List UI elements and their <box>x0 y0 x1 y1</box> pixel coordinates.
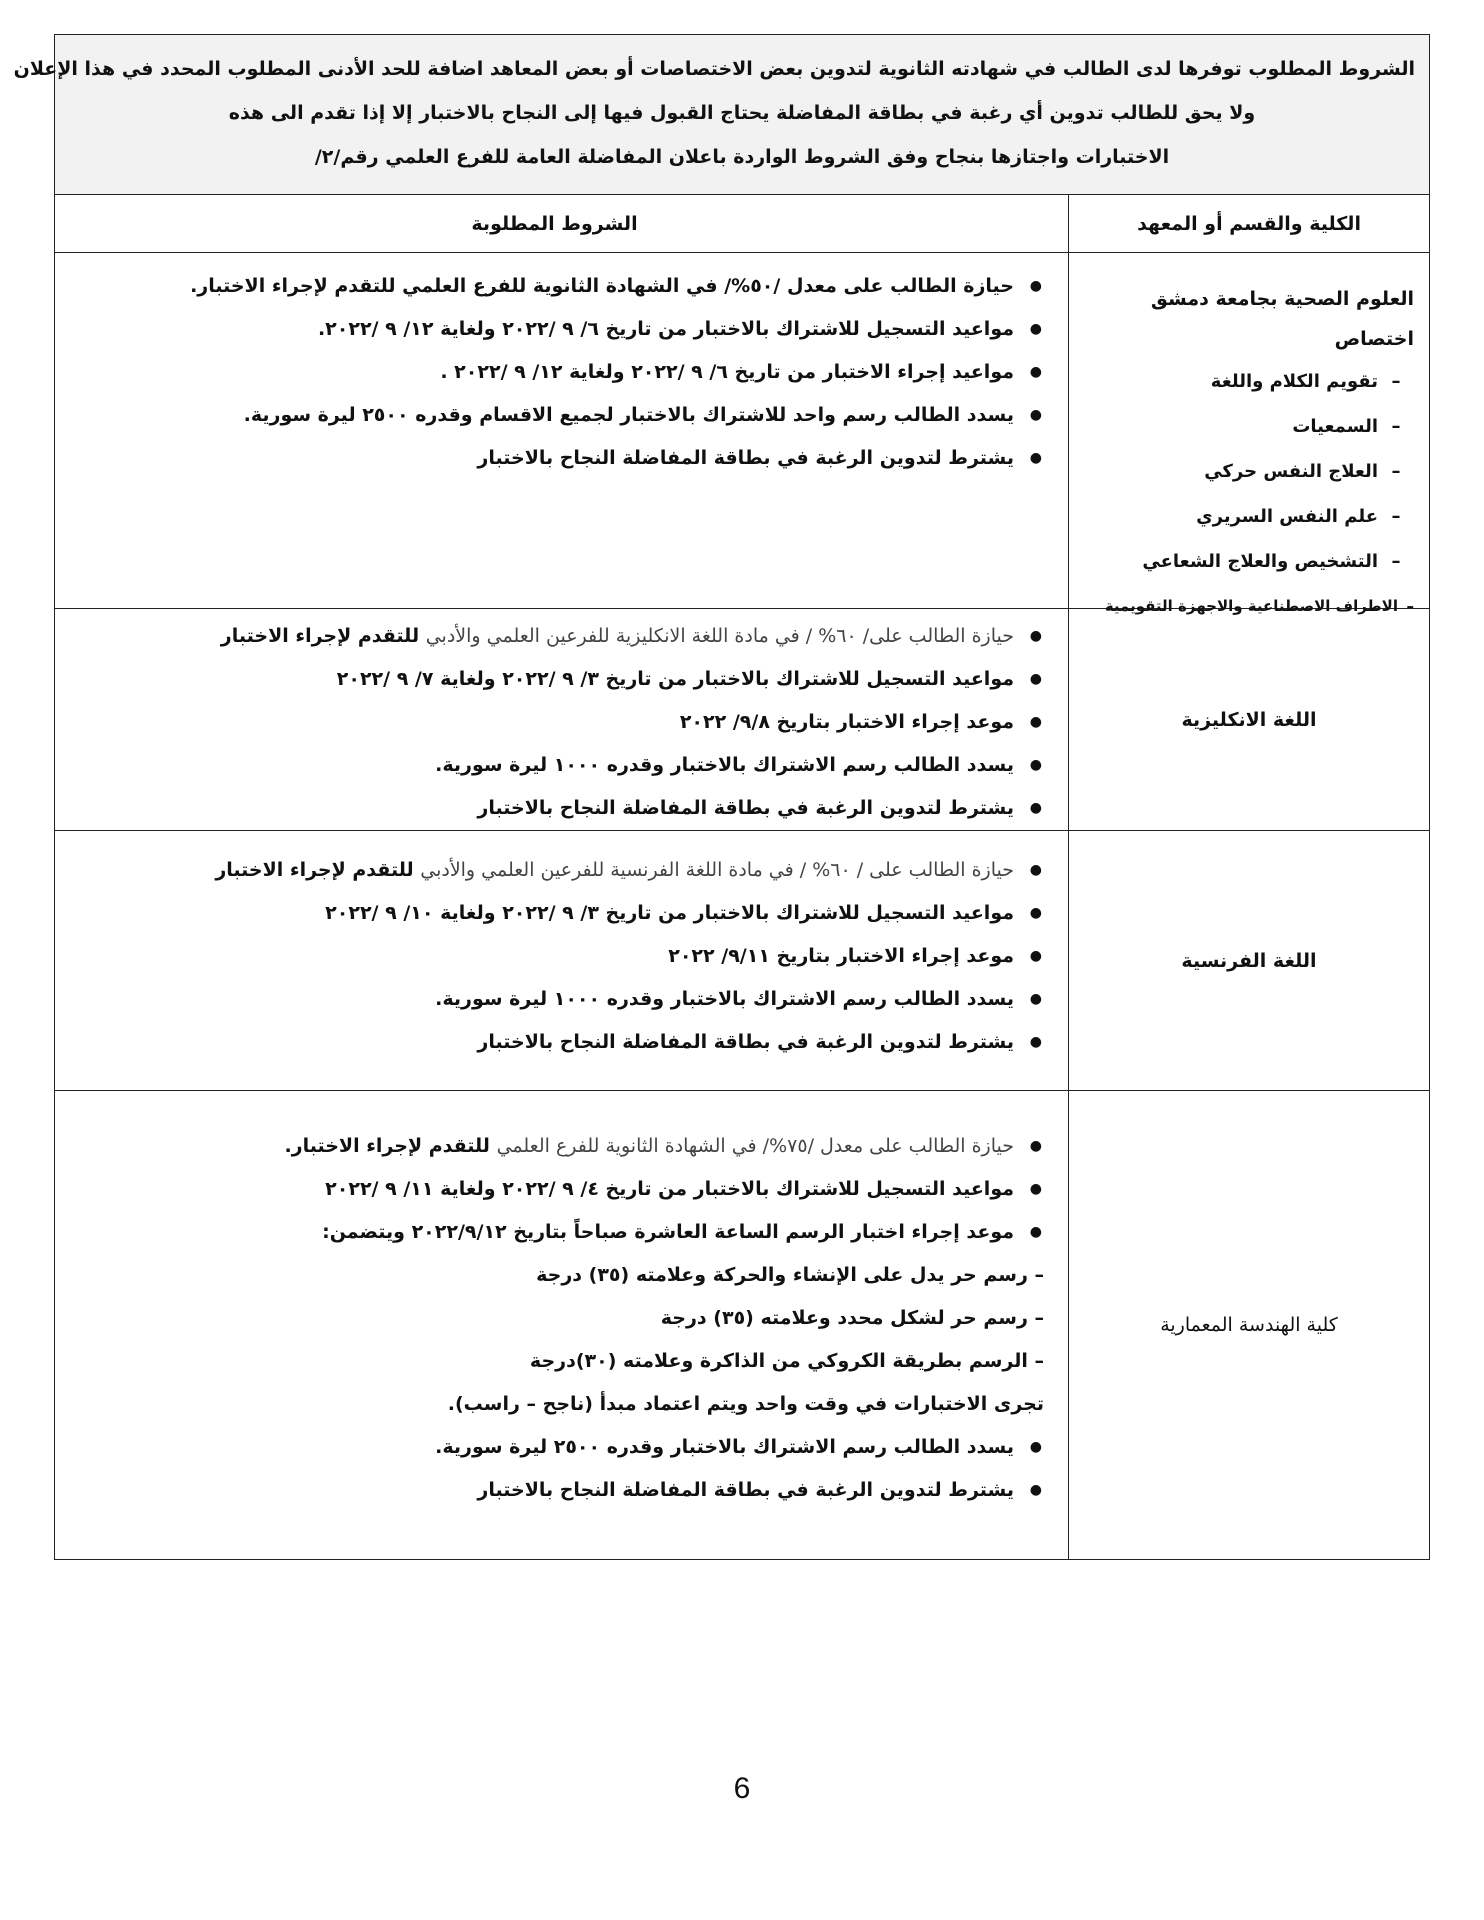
table-row <box>55 1091 1429 1559</box>
faculty-name: كلية الهندسة المعمارية <box>1160 1314 1338 1336</box>
condition-item: ● حيازة الطالب على معدل /٧٥%/ في الشهادة الثانوية للفرع العلمي للتقدم لإجراء الاختبار. <box>65 1125 1044 1168</box>
header-line-3: الاختبارات واجتازها بنجاح وفق الشروط الواردة باعلان المفاضلة العامة للفرع العلمي رقم/٢/ <box>314 146 1170 168</box>
conditions-list <box>65 849 1044 1064</box>
specialty-item: –تقويم الكلام واللغة <box>1210 371 1401 392</box>
condition-item: ● مواعيد التسجيل للاشتراك بالاختبار من تاريخ ٣/ ٩ /٢٠٢٢ ولغاية ٧/ ٩ /٢٠٢٢ <box>65 658 1044 701</box>
specialty-item: –السمعيات <box>1292 416 1401 437</box>
specialty-item: –العلاج النفس حركي <box>1204 461 1401 482</box>
conditions-list <box>65 1125 1044 1512</box>
faculty-name: اللغة الفرنسية <box>1181 949 1317 972</box>
exam-part-item: – رسم حر يدل على الإنشاء والحركة وعلامته (٣٥) درجة <box>536 1264 1044 1286</box>
conditions-cell <box>55 609 1068 830</box>
table-row <box>55 831 1429 1091</box>
condition-item: ● موعد إجراء الاختبار بتاريخ ٩/١١/ ٢٠٢٢ <box>65 935 1044 978</box>
faculty-column-header: الكلية والقسم أو المعهد <box>1068 195 1429 252</box>
condition-item: ● موعد إجراء اختبار الرسم الساعة العاشرة صباحاً بتاريخ ٢٠٢٢/٩/١٢ ويتضمن: <box>65 1211 1044 1254</box>
page-number: 6 <box>733 1772 751 1805</box>
specialty-item: –الاطراف الاصطناعية والاجهزة التقويمية <box>1104 597 1414 615</box>
exam-part-item: – الرسم بطريقة الكروكي من الذاكرة وعلامته (٣٠)درجة <box>529 1350 1044 1372</box>
header-line-2: ولا يحق للطالب تدوين أي رغبة في بطاقة المفاضلة يحتاج القبول فيها إلى النجاح بالاختبار إلا إذا تقدم الى هذه <box>228 102 1256 124</box>
condition-item: ● يسدد الطالب رسم الاشتراك بالاختبار وقدره ٢٥٠٠ ليرة سورية. <box>65 1426 1044 1469</box>
exam-note: تجرى الاختبارات في وقت واحد ويتم اعتماد مبدأ (ناجح – راسب). <box>447 1393 1044 1415</box>
requirements-table <box>13 34 1430 1560</box>
condition-item: ● مواعيد التسجيل للاشتراك بالاختبار من تاريخ ٦/ ٩ /٢٠٢٢ ولغاية ١٢/ ٩ /٢٠٢٢. <box>65 308 1044 351</box>
condition-item: ● حيازة الطالب على / ٦٠% / في مادة اللغة الفرنسية للفرعين العلمي والأدبي للتقدم لإجراء الاختبار <box>65 849 1044 892</box>
specialty-list <box>1084 359 1414 629</box>
faculty-title: العلوم الصحية بجامعة دمشق اختصاص <box>1150 288 1414 350</box>
condition-item: ● يسدد الطالب رسم الاشتراك بالاختبار وقدره ١٠٠٠ ليرة سورية. <box>65 978 1044 1021</box>
condition-item: ● مواعيد التسجيل للاشتراك بالاختبار من تاريخ ٤/ ٩ /٢٠٢٢ ولغاية ١١/ ٩ /٢٠٢٢ <box>65 1168 1044 1211</box>
table-row <box>55 609 1429 831</box>
condition-item: ● مواعيد إجراء الاختبار من تاريخ ٦/ ٩ /٢٠٢٢ ولغاية ١٢/ ٩ /٢٠٢٢ . <box>65 351 1044 394</box>
faculty-name: اللغة الانكليزية <box>1181 708 1317 731</box>
conditions-column-header: الشروط المطلوبة <box>471 212 638 235</box>
faculty-cell <box>1068 609 1429 830</box>
condition-item: ● يشترط لتدوين الرغبة في بطاقة المفاضلة النجاح بالاختبار <box>65 787 1044 830</box>
specialty-item: –علم النفس السريري <box>1196 506 1401 527</box>
column-headers-row <box>55 195 1429 253</box>
exam-part-item: – رسم حر لشكل محدد وعلامته (٣٥) درجة <box>660 1307 1044 1329</box>
faculty-cell <box>1068 1091 1429 1559</box>
conditions-list <box>65 265 1044 480</box>
condition-item: ● موعد إجراء الاختبار بتاريخ ٩/٨/ ٢٠٢٢ <box>65 701 1044 744</box>
condition-item: ● يسدد الطالب رسم الاشتراك بالاختبار وقدره ١٠٠٠ ليرة سورية. <box>65 744 1044 787</box>
condition-item: ● مواعيد التسجيل للاشتراك بالاختبار من تاريخ ٣/ ٩ /٢٠٢٢ ولغاية ١٠/ ٩ /٢٠٢٢ <box>65 892 1044 935</box>
condition-item: ● يشترط لتدوين الرغبة في بطاقة المفاضلة النجاح بالاختبار <box>65 1469 1044 1512</box>
header-line-1: الشروط المطلوب توفرها لدى الطالب في شهادته الثانوية لتدوين بعض الاختصاصات أو بعض المعاهد اضافة للحد الأدنى المطلوب المحدد في هذا الإعلان <box>13 58 1415 80</box>
condition-item: ● يشترط لتدوين الرغبة في بطاقة المفاضلة النجاح بالاختبار <box>65 437 1044 480</box>
specialty-item: –التشخيص والعلاج الشعاعي <box>1142 551 1401 572</box>
condition-item: ● يسدد الطالب رسم واحد للاشتراك بالاختبار لجميع الاقسام وقدره ٢٥٠٠ ليرة سورية. <box>65 394 1044 437</box>
table-row <box>55 253 1429 615</box>
faculty-cell <box>1068 831 1429 1090</box>
condition-item: ● يشترط لتدوين الرغبة في بطاقة المفاضلة النجاح بالاختبار <box>65 1021 1044 1064</box>
condition-item: ● حيازة الطالب على معدل /٥٠%/ في الشهادة الثانوية للفرع العلمي للتقدم لإجراء الاختبار. <box>65 265 1044 308</box>
condition-item: ● حيازة الطالب على/ ٦٠% / في مادة اللغة الانكليزية للفرعين العلمي والأدبي للتقدم لإجراء الاختبار <box>65 615 1044 658</box>
conditions-list <box>65 615 1044 830</box>
conditions-cell <box>55 1091 1068 1559</box>
conditions-cell <box>55 253 1068 608</box>
conditions-cell <box>55 831 1068 1090</box>
faculty-cell <box>1068 253 1429 615</box>
table-header-note <box>13 35 1429 195</box>
